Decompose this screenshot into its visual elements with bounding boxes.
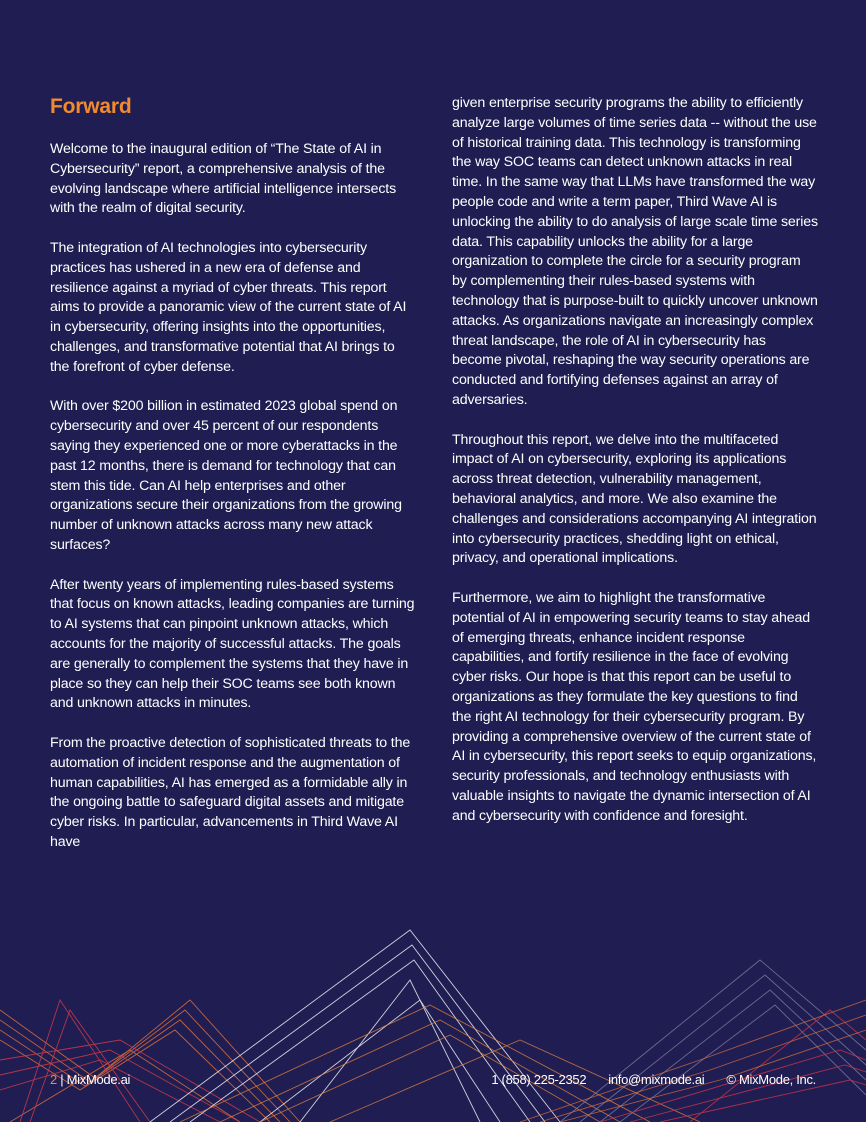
- footer-right: [491, 1071, 816, 1089]
- paragraph: Throughout this report, we delve into the multifaceted impact of AI on cybersecurity, exploring its applications across threat detection, vulnerability management, behavioral analytics, and more. We also examine the challenges and considerations accompanying AI integration into cybersecurity practices, shedding light on ethical, privacy, and operational implications.: [452, 431, 817, 567]
- left-column: [50, 94, 416, 872]
- paragraph: Furthermore, we aim to highlight the transformative potential of AI in empowering security teams to stay ahead of emerging threats, enhance incident response capabilities, and fortify resilience in the face of evolving cyber risks. Our hope is that this report can be useful to organizations as they formulate the key questions to find the right AI technology for their cybersecurity program. By providing a comprehensive overview of the current state of AI in cybersecurity, this report seeks to equip organizations, security professionals, and technology enthusiasts with valuable insights to navigate the dynamic intersection of AI and cybersecurity with confidence and foresight.: [452, 589, 817, 824]
- page-title: Forward: [50, 95, 132, 118]
- paragraph: The integration of AI technologies into cybersecurity practices has ushered in a new era of defense and resilience against a myriad of cyber threats. This report aims to provide a panoramic view of the current state of AI in cybersecurity, offering insights into the opportunities, challenges, and transformative potential that AI brings to the forefront of cyber defense.: [50, 239, 407, 375]
- paragraph: Welcome to the inaugural edition of “The State of AI in Cybersecurity” report, a comprehensive analysis of the evolving landscape where artificial intelligence intersects with the realm of digital security.: [50, 141, 397, 217]
- paragraph: With over $200 billion in estimated 2023 global spend on cybersecurity and over 45 percent of our respondents saying they experienced one or more cyberattacks in the past 12 months, there is demand for technology that can stem this tide. Can AI help enterprises and other organizations secure their organizations from the growing number of unknown attacks across many new attack surfaces?: [50, 398, 402, 553]
- footer-left: [50, 1071, 130, 1089]
- footer-separator: |: [60, 1072, 64, 1087]
- footer-site-link[interactable]: MixMode.ai: [66, 1072, 131, 1087]
- page-number: 2: [50, 1072, 57, 1087]
- footer-phone[interactable]: 1 (858) 225-2352: [491, 1072, 587, 1087]
- footer-email-link[interactable]: info@mixmode.ai: [608, 1072, 705, 1087]
- paragraph: given enterprise security programs the ability to efficiently analyze large volumes of time series data -- without the use of historical training data. This technology is transforming the way SOC teams can detect unknown attacks in real time. In the same way that LLMs have transformed the way people code and write a term paper, Third Wave AI is unlocking the ability to do analysis of large scale time series data. This capability unlocks the ability for a large organization to complete the circle for a security program by complementing their rules-based systems with technology that is purpose-built to quickly uncover unknown attacks. As organizations navigate an increasingly complex threat landscape, the role of AI in cybersecurity has become pivotal, reshaping the way security operations are conducted and fortifying defenses against an array of adversaries.: [452, 95, 818, 408]
- paragraph: From the proactive detection of sophisticated threats to the automation of incident response and the augmentation of human capabilities, AI has emerged as a formidable ally in the ongoing battle to safeguard digital assets and mitigate cyber risks. In particular, advancements in Third Wave AI have: [50, 734, 411, 850]
- footer-copyright: © MixMode, Inc.: [726, 1072, 816, 1087]
- paragraph: After twenty years of implementing rules-based systems that focus on known attacks, leading companies are turning to AI systems that can pinpoint unknown attacks, which accounts for the majority of successful attacks. The goals are generally to complement the systems that they have in place so they can help their SOC teams see both known and unknown attacks in minutes.: [50, 576, 415, 712]
- right-column: [452, 94, 818, 846]
